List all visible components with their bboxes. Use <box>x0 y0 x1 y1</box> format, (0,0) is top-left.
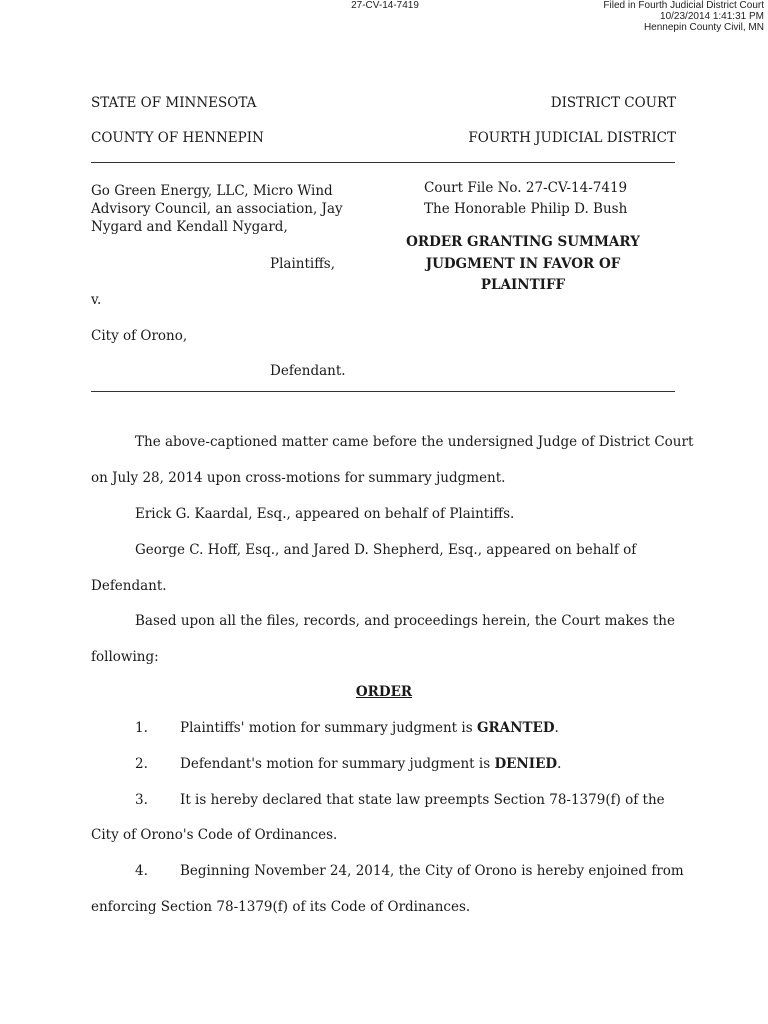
title-line: ORDER GRANTING SUMMARY <box>406 234 640 250</box>
findings-paragraph-line1: Based upon all the files, records, and proceedings herein, the Court makes the <box>135 613 675 629</box>
order-item-punct: . <box>557 756 562 772</box>
order-item-punct: . <box>554 720 559 736</box>
order-item-injunction-line1: Beginning November 24, 2014, the City of Orono is hereby enjoined from <box>180 863 684 879</box>
filing-stamp <box>603 0 764 33</box>
defendant-label: Defendant. <box>270 363 346 379</box>
defendant-appearance-line1: George C. Hoff, Esq., and Jared D. Shepherd, Esq., appeared on behalf of <box>135 542 637 558</box>
filing-stamp-county: Hennepin County Civil, MN <box>643 22 764 33</box>
findings-paragraph-line2: following: <box>91 649 159 665</box>
court-heading: DISTRICT COURT <box>550 95 676 111</box>
plaintiffs-appearance: Erick G. Kaardal, Esq., appeared on behalf of Plaintiffs. <box>135 506 515 522</box>
intro-paragraph-line1: The above-captioned matter came before the undersigned Judge of District Court <box>135 434 694 450</box>
order-item-granted <box>180 720 559 736</box>
plaintiffs-line: Advisory Council, an association, Jay <box>91 201 343 217</box>
plaintiffs-caption <box>91 182 371 236</box>
order-item-number: 4. <box>135 863 148 879</box>
order-item-injunction-line2: enforcing Section 78-1379(f) of its Code of Ordinances. <box>91 899 471 915</box>
plaintiffs-label: Plaintiffs, <box>270 256 336 272</box>
order-item-preemption-line1: It is hereby declared that state law preempts Section 78-1379(f) of the <box>180 792 665 808</box>
order-item-number: 3. <box>135 792 148 808</box>
order-item-number: 2. <box>135 756 148 772</box>
caption-bottom-divider <box>91 391 675 392</box>
district-heading: FOURTH JUDICIAL DISTRICT <box>468 130 676 146</box>
filing-stamp-line: Filed in Fourth Judicial District Court <box>603 0 764 11</box>
order-item-preemption-line2: City of Orono's Code of Ordinances. <box>91 827 338 843</box>
order-item-denied <box>180 756 561 772</box>
versus-label: v. <box>91 292 102 308</box>
title-line: JUDGMENT IN FAVOR OF <box>425 255 621 272</box>
defendant-appearance-line2: Defendant. <box>91 578 167 594</box>
order-heading: ORDER <box>355 684 413 700</box>
intro-paragraph-line2: on July 28, 2014 upon cross-motions for summary judgment. <box>91 470 506 486</box>
state-heading: STATE OF MINNESOTA <box>91 95 257 111</box>
county-heading: COUNTY OF HENNEPIN <box>91 130 264 146</box>
order-item-emphasis: GRANTED <box>476 720 555 736</box>
plaintiffs-line: Go Green Energy, LLC, Micro Wind <box>91 183 333 199</box>
title-line: PLAINTIFF <box>480 277 566 293</box>
plaintiffs-line: Nygard and Kendall Nygard, <box>91 219 288 235</box>
order-item-emphasis: DENIED <box>494 756 558 772</box>
court-file-number: Court File No. 27-CV-14-7419 <box>424 180 628 196</box>
defendant-name: City of Orono, <box>91 328 188 344</box>
order-item-text: Defendant's motion for summary judgment is <box>180 756 495 772</box>
judge-name: The Honorable Philip D. Bush <box>424 201 628 217</box>
document-title <box>400 232 646 297</box>
caption-top-divider <box>91 162 675 163</box>
case-number-stamp: 27-CV-14-7419 <box>351 0 419 11</box>
order-item-text: Plaintiffs' motion for summary judgment is <box>180 720 477 736</box>
filing-stamp-date: 10/23/2014 1:41:31 PM <box>660 11 764 22</box>
order-item-number: 1. <box>135 720 148 736</box>
